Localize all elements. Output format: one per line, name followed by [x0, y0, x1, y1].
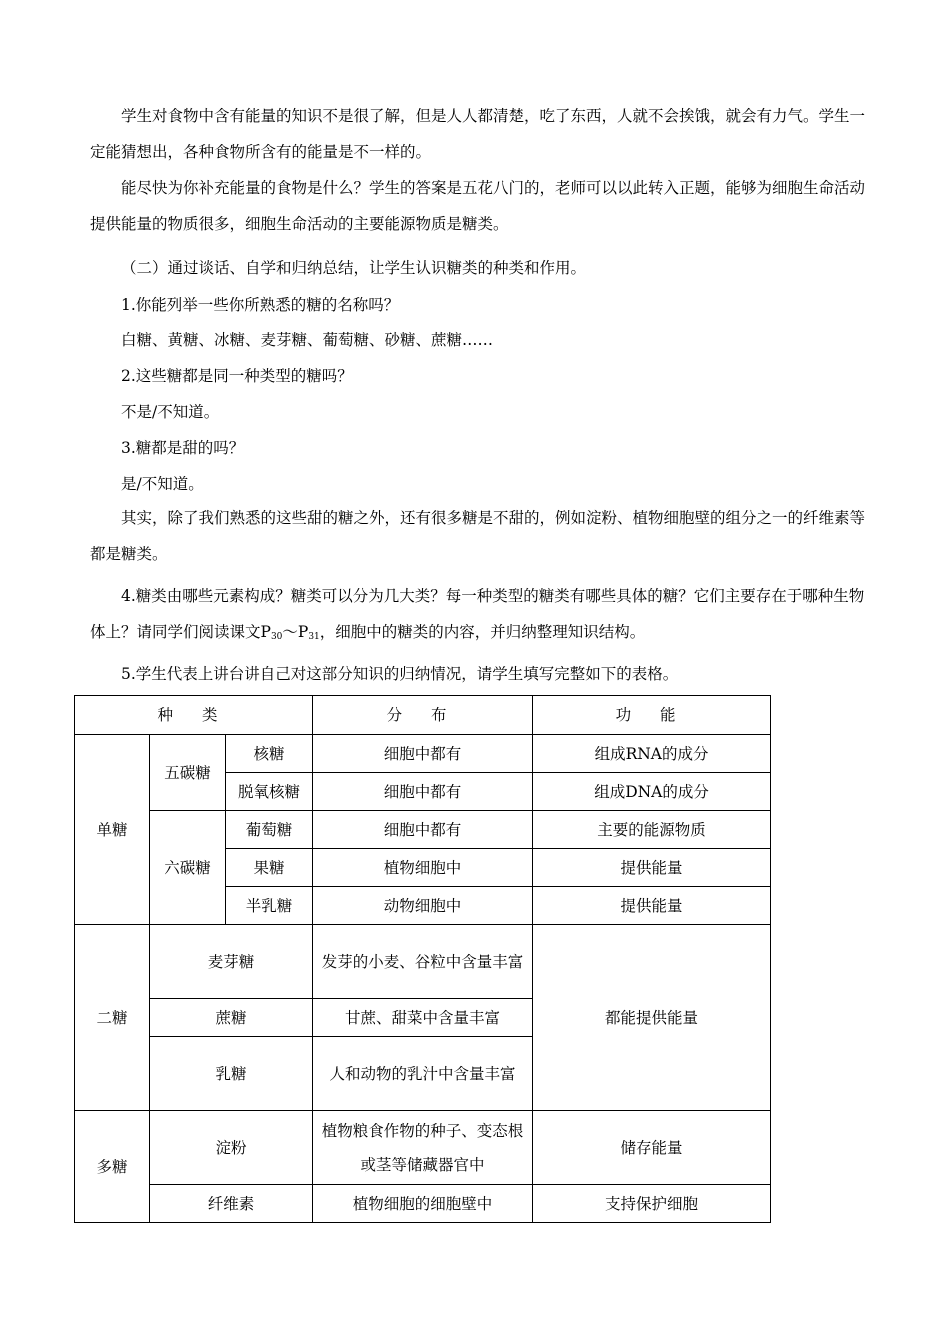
sugar-name: 纤维素	[150, 1185, 313, 1223]
sugar-name: 蔗糖	[150, 999, 313, 1037]
sugar-name: 乳糖	[150, 1037, 313, 1111]
sugar-distribution: 甘蔗、甜菜中含量丰富	[313, 999, 533, 1037]
category-monosaccharide: 单糖	[75, 735, 150, 925]
sugar-distribution: 动物细胞中	[313, 887, 533, 925]
sugar-name: 果糖	[226, 849, 313, 887]
answer-1: 白糖、黄糖、冰糖、麦芽糖、葡萄糖、砂糖、蔗糖……	[121, 331, 494, 349]
sugar-name: 麦芽糖	[150, 925, 313, 999]
sugar-distribution: 发芽的小麦、谷粒中含量丰富	[313, 925, 533, 999]
sugar-distribution: 植物粮食作物的种子、变态根或茎等储藏器官中	[313, 1111, 533, 1185]
header-function: 功 能	[533, 696, 771, 735]
question-5: 5.学生代表上讲台讲自己对这部分知识的归纳情况，请学生填写完整如下的表格。	[121, 665, 679, 683]
table-row	[75, 735, 771, 773]
subcategory-hexose: 六碳糖	[150, 811, 226, 925]
table-header-row	[75, 696, 771, 735]
paragraph-non-sweet-sugars: 其实，除了我们熟悉的这些甜的糖之外，还有很多糖是不甜的，例如淀粉、植物细胞壁的组分之一的纤维素等都是糖类。	[90, 509, 866, 563]
question-4: 4.糖类由哪些元素构成？糖类可以分为几大类？每一种类型的糖类有哪些具体的糖？它们主要存在于哪种生物体上？请同学们阅读课文$P_{30}\sim P_{31}$，细胞中的糖类的内容，并归纳整理知识结构。	[90, 587, 865, 642]
sugar-distribution: 细胞中都有	[313, 773, 533, 811]
category-polysaccharide: 多糖	[75, 1111, 150, 1223]
table-row	[75, 925, 771, 999]
sugar-function: 提供能量	[533, 849, 771, 887]
question-3: 3.糖都是甜的吗？	[121, 439, 245, 457]
sugar-function: 组成RNA的成分	[533, 735, 771, 773]
sugar-name: 脱氧核糖	[226, 773, 313, 811]
sugar-function: 储存能量	[533, 1111, 771, 1185]
sugar-distribution: 植物细胞中	[313, 849, 533, 887]
paragraph-energy-question: 能尽快为你补充能量的食物是什么？学生的答案是五花八门的，老师可以以此转入正题，能够为细胞生命活动提供能量的物质很多，细胞生命活动的主要能源物质是糖类。	[90, 179, 866, 233]
sugar-distribution: 人和动物的乳汁中含量丰富	[313, 1037, 533, 1111]
sugar-name: 葡萄糖	[226, 811, 313, 849]
sugar-name: 核糖	[226, 735, 313, 773]
header-distribution: 分 布	[313, 696, 533, 735]
table-row	[75, 811, 771, 849]
sugar-distribution: 细胞中都有	[313, 811, 533, 849]
sugar-distribution: 植物细胞的细胞壁中	[313, 1185, 533, 1223]
sugar-function: 主要的能源物质	[533, 811, 771, 849]
answer-3: 是/不知道。	[121, 475, 204, 493]
question-2: 2.这些糖都是同一种类型的糖吗？	[121, 367, 353, 385]
question-1: 1.你能列举一些你所熟悉的糖的名称吗？	[121, 296, 400, 314]
section-heading-2: （二）通过谈话、自学和归纳总结，让学生认识糖类的种类和作用。	[121, 259, 587, 277]
sugar-function: 组成DNA的成分	[533, 773, 771, 811]
table-row	[75, 1111, 771, 1185]
sugar-classification-table	[74, 695, 771, 1223]
sugar-name: 半乳糖	[226, 887, 313, 925]
table-row	[75, 1185, 771, 1223]
answer-2: 不是/不知道。	[121, 403, 220, 421]
subcategory-pentose: 五碳糖	[150, 735, 226, 811]
sugar-function: 提供能量	[533, 887, 771, 925]
sugar-function: 支持保护细胞	[533, 1185, 771, 1223]
sugar-function: 都能提供能量	[533, 925, 771, 1111]
category-disaccharide: 二糖	[75, 925, 150, 1111]
paragraph-food-energy: 学生对食物中含有能量的知识不是很了解，但是人人都清楚，吃了东西，人就不会挨饿，就会有力气。学生一定能猜想出，各种食物所含有的能量是不一样的。	[90, 107, 866, 161]
header-kind: 种 类	[75, 696, 313, 735]
sugar-distribution: 细胞中都有	[313, 735, 533, 773]
sugar-name: 淀粉	[150, 1111, 313, 1185]
